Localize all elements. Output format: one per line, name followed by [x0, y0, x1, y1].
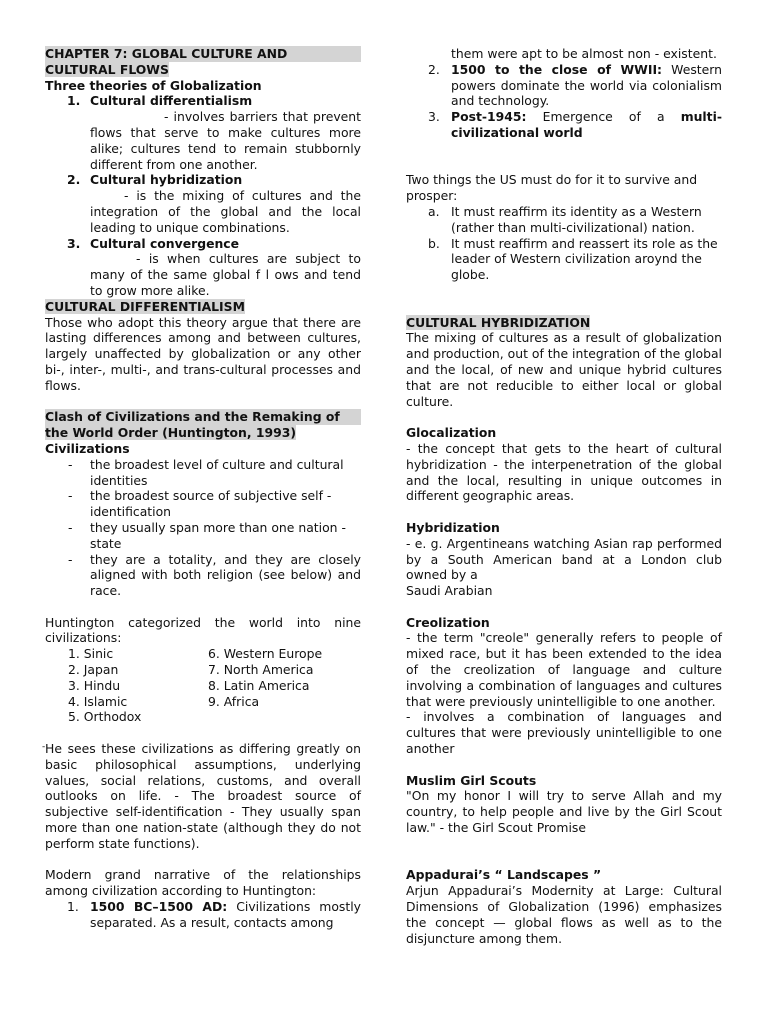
theory-item: [45, 236, 361, 299]
list-item: - the broadest source of subjective self - identification: [45, 488, 361, 520]
chapter-title-line-1: CHAPTER 7: GLOBAL CULTURE AND: [45, 46, 361, 62]
theory-description: - is when cultures are subject to many of the same global f l ows and tend to grow more alike.: [90, 251, 361, 298]
hybridization-heading: Hybridization: [406, 519, 500, 535]
era-text: them were apt to be almost non - existent.: [451, 46, 717, 61]
list-item: - they usually span more than one nation - state: [45, 520, 361, 552]
list-item-text: It must reaffirm and reassert its role as the leader of Western civilization aroynd the globe.: [451, 235, 718, 283]
era-item: [406, 62, 722, 109]
civilizations-heading: Civilizations: [45, 440, 130, 456]
era-text: Civilizations mostly separated. As a result, contacts among: [90, 899, 361, 930]
muslim-girl-scouts-heading: Muslim Girl Scouts: [406, 772, 537, 788]
era-item: [45, 899, 361, 931]
narrative-intro: Modern grand narrative of the relationships among civilization according to Huntington:: [45, 867, 361, 899]
hybridization-section-paragraph: The mixing of cultures as a result of globalization and production, out of the integration of the global and the local, of new and unique hybrid cultures that are not reducible to either local or global culture.: [406, 330, 722, 409]
clash-heading-line-2: the World Order (Huntington, 1993): [45, 425, 297, 441]
hybridization-section-heading: CULTURAL HYBRIDIZATION: [406, 314, 591, 330]
creolization-text-2: - involves a combination of languages and cultures that were previously unintelligible to one another: [406, 709, 722, 757]
nine-civilizations-list: [45, 646, 361, 725]
theory-name: Cultural convergence: [90, 235, 240, 251]
appadurai-text: Arjun Appadurai’s Modernity at Large: Cultural Dimensions of Globalization (1996) emphasizes the concept — global flows as well as to the disjuncture among them.: [406, 883, 722, 946]
theory-item: [45, 172, 361, 235]
huntington-intro: Huntington categorized the world into nine civilizations:: [45, 614, 361, 646]
list-item: 4. Islamic: [68, 693, 128, 709]
theory-name: Cultural hybridization: [90, 172, 243, 188]
list-item: 8. Latin America: [208, 677, 310, 693]
theory-number: 3.: [67, 235, 81, 251]
list-marker: b.: [428, 235, 440, 251]
era-label: 1500 to the close of WWII:: [451, 61, 663, 77]
list-item: - the broadest level of culture and cultural identities: [45, 457, 361, 489]
list-item: 9. Africa: [208, 693, 260, 709]
list-item: 7. North America: [208, 662, 314, 678]
glocalization-text: - the concept that gets to the heart of cultural hybridization - the interpenetration of the global and the local, resulting in unique outcomes in different geographic areas.: [406, 440, 722, 504]
list-item: 3. Hindu: [68, 677, 121, 693]
theory-description: - involves barriers that prevent flows that serve to make cultures more alike; cultures tend to remain stubbornly different from one another.: [90, 109, 361, 172]
theory-item: [45, 93, 361, 172]
list-item: - they are a totality, and they are closely aligned with both religion (see below) and race.: [45, 552, 361, 599]
chapter-title-line-2: CULTURAL FLOWS: [45, 61, 169, 77]
chapter-title: [45, 46, 361, 78]
eras-list-continued: [406, 46, 722, 141]
differentialism-paragraph: Those who adopt this theory argue that there are lasting differences among and between cultures, largely unaffected by globalization or any other bi-, inter-, multi-, and trans-cultural processes and flows.: [45, 314, 361, 393]
muslim-girl-scouts-text: "On my honor I will try to serve Allah and my country, to help people and live by the Girl Scout law." - the Girl Scout Promise: [406, 788, 722, 836]
dash-mark: -: [42, 742, 46, 753]
differentialism-heading: CULTURAL DIFFERENTIALISM: [45, 298, 245, 314]
hybridization-text-end: Saudi Arabian: [406, 583, 493, 599]
theory-description: - is the mixing of cultures and the integration of the global and the local leading to unique combinations.: [90, 188, 361, 235]
us-intro: Two things the US must do for it to survive and prosper:: [406, 172, 698, 204]
list-item: 6. Western Europe: [208, 646, 323, 662]
era-emphasis: multi-civilizational world: [451, 109, 722, 140]
list-item: [406, 204, 722, 236]
glocalization-heading: Glocalization: [406, 425, 497, 441]
list-item: 1. Sinic: [68, 646, 114, 662]
right-column: [406, 46, 722, 946]
sees-paragraph: [42, 741, 361, 852]
list-item: [406, 236, 722, 283]
three-theories-heading: Three theories of Globalization: [45, 77, 262, 93]
era-text: Emergence of a: [526, 109, 681, 125]
list-item: 5. Orthodox: [68, 709, 142, 725]
left-column: [42, 46, 361, 931]
list-item-text: It must reaffirm its identity as a Western (rather than multi-civilizational) nation.: [451, 203, 702, 235]
creolization-heading: Creolization: [406, 614, 490, 630]
creolization-text-1: - the term "creole" generally refers to people of mixed race, but it has been extended to the idea of the creolization of language and culture involving a combination of languages and cultures that were previously unintelligible to one another.: [406, 630, 722, 709]
era-number: 3.: [428, 109, 440, 125]
hybridization-text: - e. g. Argentineans watching Asian rap performed by a South American band at a London club owned by a: [406, 535, 722, 583]
era-item-continued: [406, 46, 722, 62]
theory-name: Cultural differentialism: [90, 93, 253, 109]
clash-heading-line-1: Clash of Civilizations and the Remaking of: [45, 409, 361, 425]
list-item: [208, 709, 368, 725]
civilizations-points: [45, 457, 361, 599]
era-number: 1.: [67, 899, 79, 915]
list-marker: a.: [428, 203, 440, 219]
us-points: [406, 204, 722, 283]
era-text: Western powers dominate the world via colonialism and technology.: [451, 61, 722, 109]
list-item: 2. Japan: [68, 662, 119, 678]
theory-number: 2.: [67, 172, 81, 188]
appadurai-heading: Appadurai’s “ Landscapes ”: [406, 867, 602, 883]
era-number: 2.: [428, 61, 440, 77]
eras-list-start: [45, 899, 361, 931]
era-item: [406, 109, 722, 141]
theories-list: [45, 93, 361, 298]
era-label: 1500 BC–1500 AD:: [90, 899, 228, 915]
theory-number: 1.: [67, 93, 81, 109]
era-label: Post-1945:: [451, 109, 527, 125]
clash-heading: [45, 409, 361, 441]
sees-paragraph-text: He sees these civilizations as differing greatly on basic philosophical assumptions, underlying values, social relations, customs, and overall outlooks on life. - The broadest source of subjective self-identification - They usually span more than one nation-state (although they do not perform state functions).: [45, 741, 361, 851]
